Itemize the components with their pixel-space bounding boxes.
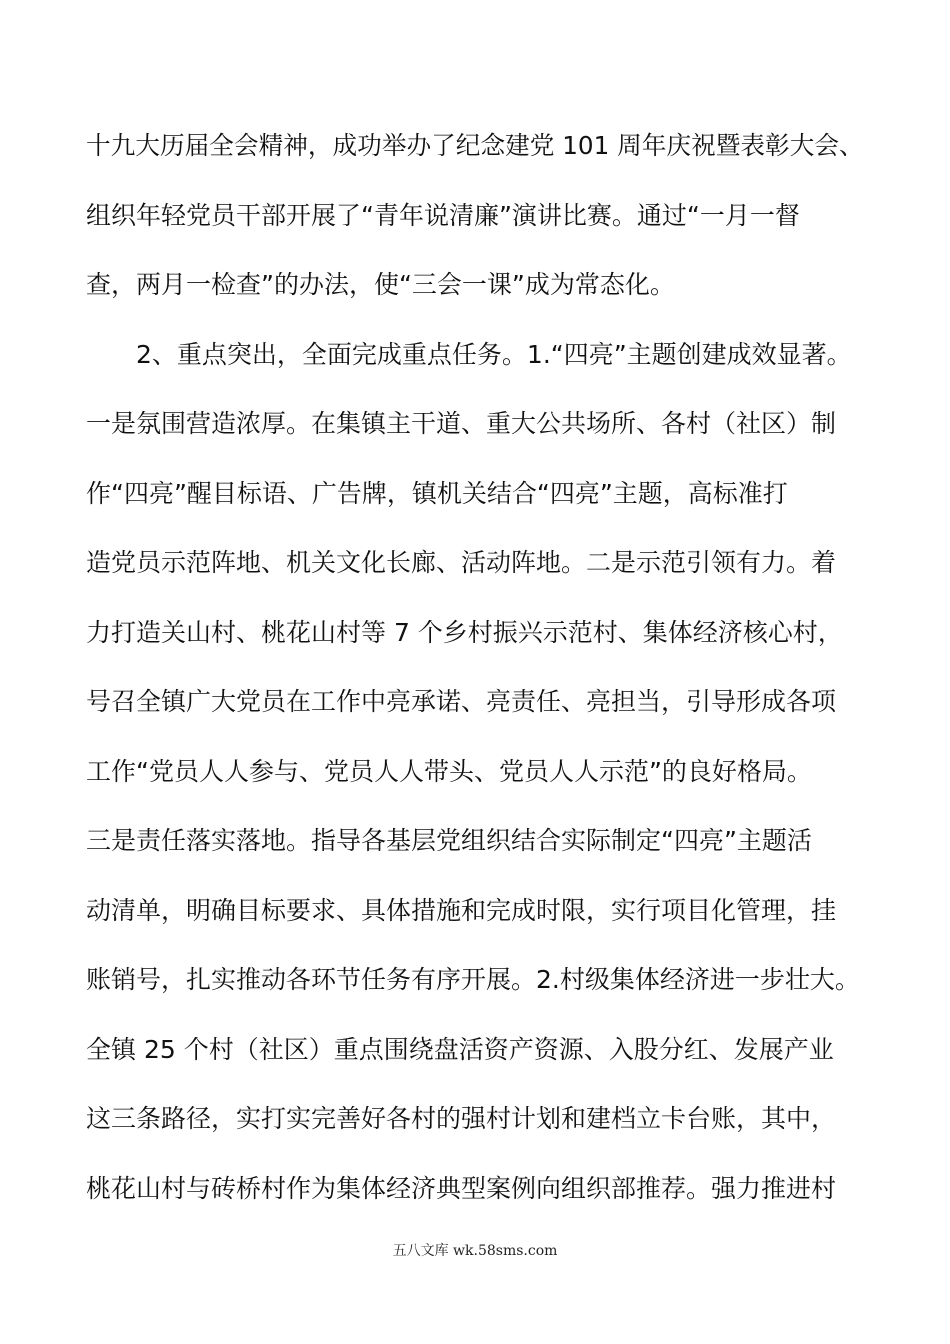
text-line: 力打造关山村、桃花山村等 7 个乡村振兴示范村、集体经济核心村， [86,618,843,647]
text-line: 查，两月一检查”的办法，使“三会一课”成为常态化。 [86,270,675,299]
paragraph-start-line: 2、重点突出，全面完成重点任务。1.“四亮”主题创建成效显著。 [136,340,852,369]
text-line: 全镇 25 个村（社区）重点围绕盘活资产资源、入股分红、发展产业 [86,1035,834,1064]
text-line: 十九大历届全会精神，成功举办了纪念建党 101 周年庆祝暨表彰大会、 [86,131,864,160]
text-line: 这三条路径，实打实完善好各村的强村计划和建档立卡台账，其中， [86,1104,837,1133]
text-line: 工作“党员人人参与、党员人人带头、党员人人示范”的良好格局。 [86,757,812,786]
text-line: 造党员示范阵地、机关文化长廊、活动阵地。二是示范引领有力。着 [86,548,837,577]
text-line: 号召全镇广大党员在工作中亮承诺、亮责任、亮担当，引导形成各项 [86,687,837,716]
text-line: 动清单，明确目标要求、具体措施和完成时限，实行项目化管理，挂 [86,896,837,925]
text-line: 桃花山村与砖桥村作为集体经济典型案例向组织部推荐。强力推进村 [86,1174,837,1203]
text-line: 作“四亮”醒目标语、广告牌，镇机关结合“四亮”主题，高标准打 [86,479,788,508]
text-line: 组织年轻党员干部开展了“青年说清廉”演讲比赛。通过“一月一督 [86,201,800,230]
text-line: 账销号，扎实推动各环节任务有序开展。2.村级集体经济进一步壮大。 [86,965,860,994]
text-line: 三是责任落实落地。指导各基层党组织结合实际制定“四亮”主题活 [86,826,812,855]
text-line: 一是氛围营造浓厚。在集镇主干道、重大公共场所、各村（社区）制 [86,409,837,438]
footer-watermark: 五八文库 wk.58sms.com [392,1243,558,1259]
